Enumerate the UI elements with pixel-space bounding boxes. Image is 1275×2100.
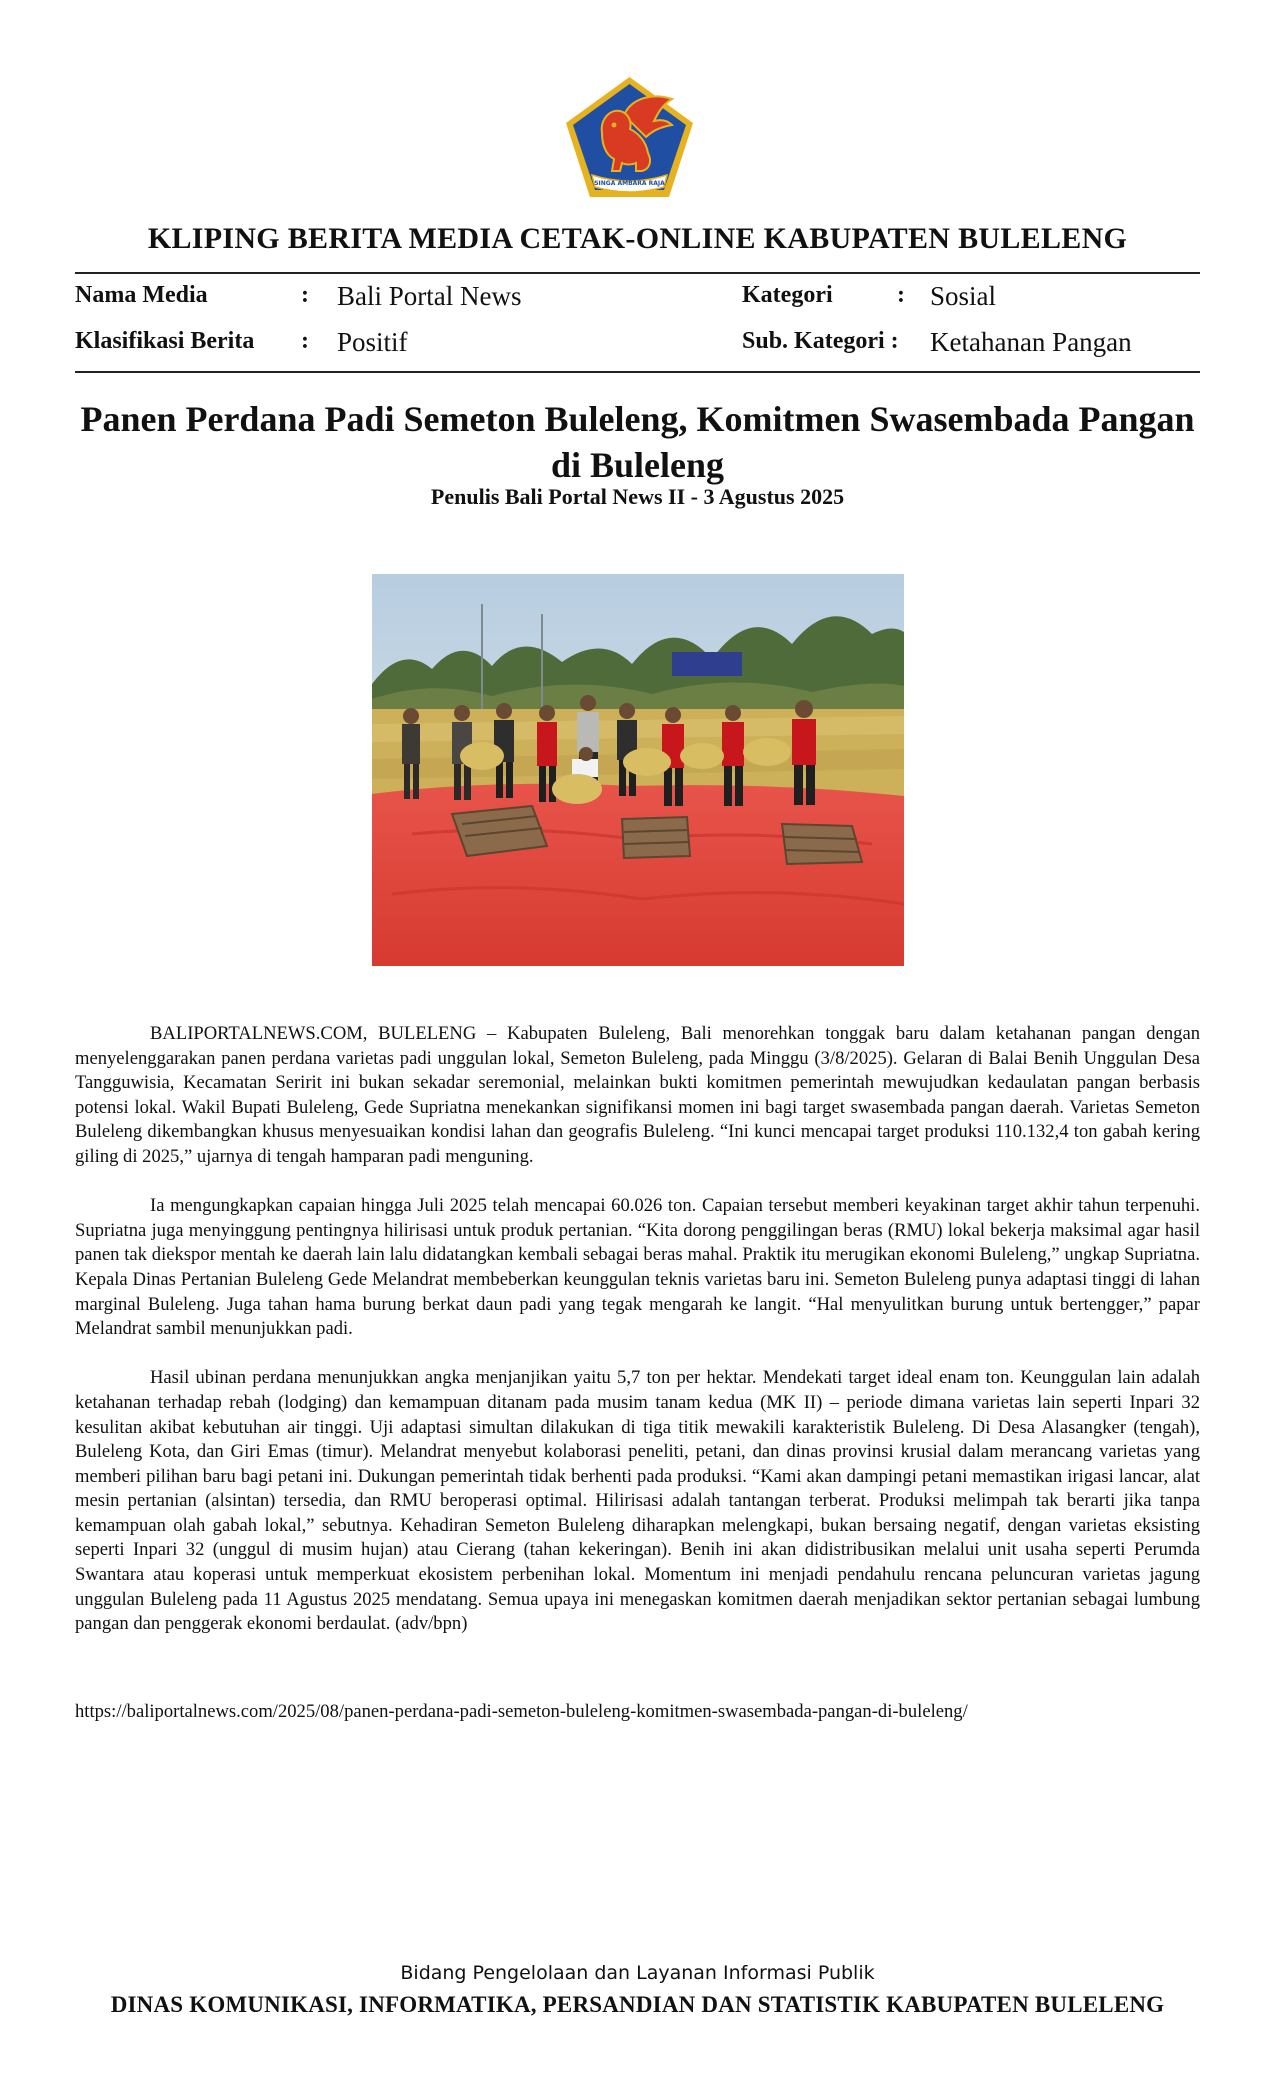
category-value: Sosial bbox=[930, 281, 997, 311]
header-top-rule bbox=[75, 272, 1200, 274]
logo-banner-text: SINGA AMBARA RAJA bbox=[594, 180, 665, 187]
article-paragraph-2: Ia mengungkapkan capaian hingga Juli 2025 telah mencapai 60.026 ton. Capaian tersebut memberi keyakinan target akhir tahun terpenuhi. Supriatna juga menyinggung pentingnya hilirisasi untuk produk pertanian. “Kita dorong penggilingan beras (RMU) lokal bekerja maksimal agar hasil panen tak diekspor mentah ke daerah lain lalu didatangkan kembali sebagai beras mahal. Praktik itu merugikan ekonomi Buleleng,” ungkap Supriatna. Kepala Dinas Pertanian Buleleng Gede Melandrat membeberkan keunggulan teknis varietas baru ini. Semeton Buleleng punya adaptasi tinggi di lahan marginal Buleleng. Juga tahan hama burung berkat daun padi yang tegak mengarah ke langit. “Hal menyulitkan burung untuk bertengger,” papar Melandrat sambil menunjukkan padi. bbox=[75, 1195, 1200, 1340]
article-headline: Panen Perdana Padi Semeton Buleleng, Komitmen Swasembada Pangan di Buleleng bbox=[80, 399, 1195, 485]
article-body bbox=[75, 1022, 1200, 1661]
document-title: KLIPING BERITA MEDIA CETAK-ONLINE KABUPATEN BULELENG bbox=[147, 222, 1128, 255]
classification-label: Klasifikasi Berita bbox=[75, 328, 255, 354]
article-paragraph-3: Hasil ubinan perdana menunjukkan angka menjanjikan yaitu 5,7 ton per hektar. Mendekati target ideal enam ton. Keunggulan lain adalah ketahanan terhadap rebah (lodging) dan kemampuan ditanam pada musim tanam kedua (MK II) – periode dimana varietas lain seperti Inpari 32 kesulitan akibat kebutuhan air tinggi. Uji adaptasi simultan dilakukan di tiga titik mewakili karakteristik Buleleng. Di Desa Alasangker (tengah), Buleleng Kota, dan Giri Emas (timur). Melandrat menyebut kolaborasi peneliti, petani, dan dinas provinsi krusial dalam merancang varietas yang memberi pilihan baru bagi petani ini. Dukungan pemerintah tidak berhenti pada produksi. “Kami akan dampingi petani memastikan irigasi lancar, alat mesin pertanian (alsintan) tersedia, dan RMU beroperasi optimal. Hilirisasi adalah tantangan terberat. Produksi melimpah tak berarti jika tanpa kemampuan olah gabah lokal,” sebutnya. Kehadiran Semeton Buleleng diharapkan melengkapi, bukan bersaing negatif, dengan varietas eksisting seperti Inpari 32 (unggul di musim hujan) atau Cierang (tahan kekeringan). Benih ini akan didistribusikan melalui unit usaha seperti Perumda Swantara atau koperasi untuk memperkuat ekosistem perbenihan lokal. Momentum ini menjadi pendahulu rencana peluncuran varietas jagung unggulan Buleleng pada 11 Agustus 2025 mendatang. Semua upaya ini menegaskan komitmen daerah menjadikan sektor pertanian sebagai lumbung pangan dan penggerak ekonomi berdaulat. (adv/bpn) bbox=[75, 1367, 1200, 1635]
header-bottom-rule bbox=[75, 371, 1200, 373]
category-colon: : bbox=[897, 282, 905, 308]
media-value: Bali Portal News bbox=[337, 281, 522, 311]
category-label: Kategori bbox=[742, 282, 833, 308]
footer-unit: Bidang Pengelolaan dan Layanan Informasi Publik bbox=[400, 1962, 875, 1984]
footer-department: DINAS KOMUNIKASI, INFORMATIKA, PERSANDIAN DAN STATISTIK KABUPATEN BULELENG bbox=[110, 1992, 1165, 2017]
subcategory-label: Sub. Kategori : bbox=[742, 328, 899, 354]
subcategory-value: Ketahanan Pangan bbox=[930, 327, 1132, 357]
article-byline: Penulis Bali Portal News II - 3 Agustus 2025 bbox=[430, 484, 845, 509]
article-paragraph-1: BALIPORTALNEWS.COM, BULELENG – Kabupaten Buleleng, Bali menorehkan tonggak baru dalam ketahanan pangan dengan menyelenggarakan panen perdana varietas padi unggulan lokal, Semeton Buleleng, pada Minggu (3/8/2025). Gelaran di Balai Benih Unggulan Desa Tangguwisia, Kecamatan Seririt ini bukan sekadar seremonial, melainkan bukti komitmen pemerintah mewujudkan kedaulatan pangan berbasis potensi lokal. Wakil Bupati Buleleng, Gede Supriatna menekankan signifikansi momen ini bagi target swasembada pangan daerah. Varietas Semeton Buleleng dikembangkan khusus menyesuaikan kondisi lahan dan geografis Buleleng. “Ini kunci mencapai target produksi 110.132,4 ton gabah kering giling di 2025,” ujarnya di tengah hamparan padi menguning. bbox=[75, 1023, 1200, 1167]
classification-value: Positif bbox=[337, 327, 408, 357]
lion-emblem-icon bbox=[562, 75, 697, 200]
regency-logo bbox=[562, 75, 697, 200]
media-colon: : bbox=[301, 282, 309, 308]
source-url-link[interactable]: https://baliportalnews.com/2025/08/panen-perdana-padi-semeton-buleleng-komitmen-swasembada-pangan-di-buleleng/ bbox=[75, 1701, 968, 1722]
harvest-photo bbox=[372, 574, 904, 966]
classification-colon: : bbox=[301, 328, 309, 354]
media-label: Nama Media bbox=[75, 282, 208, 308]
